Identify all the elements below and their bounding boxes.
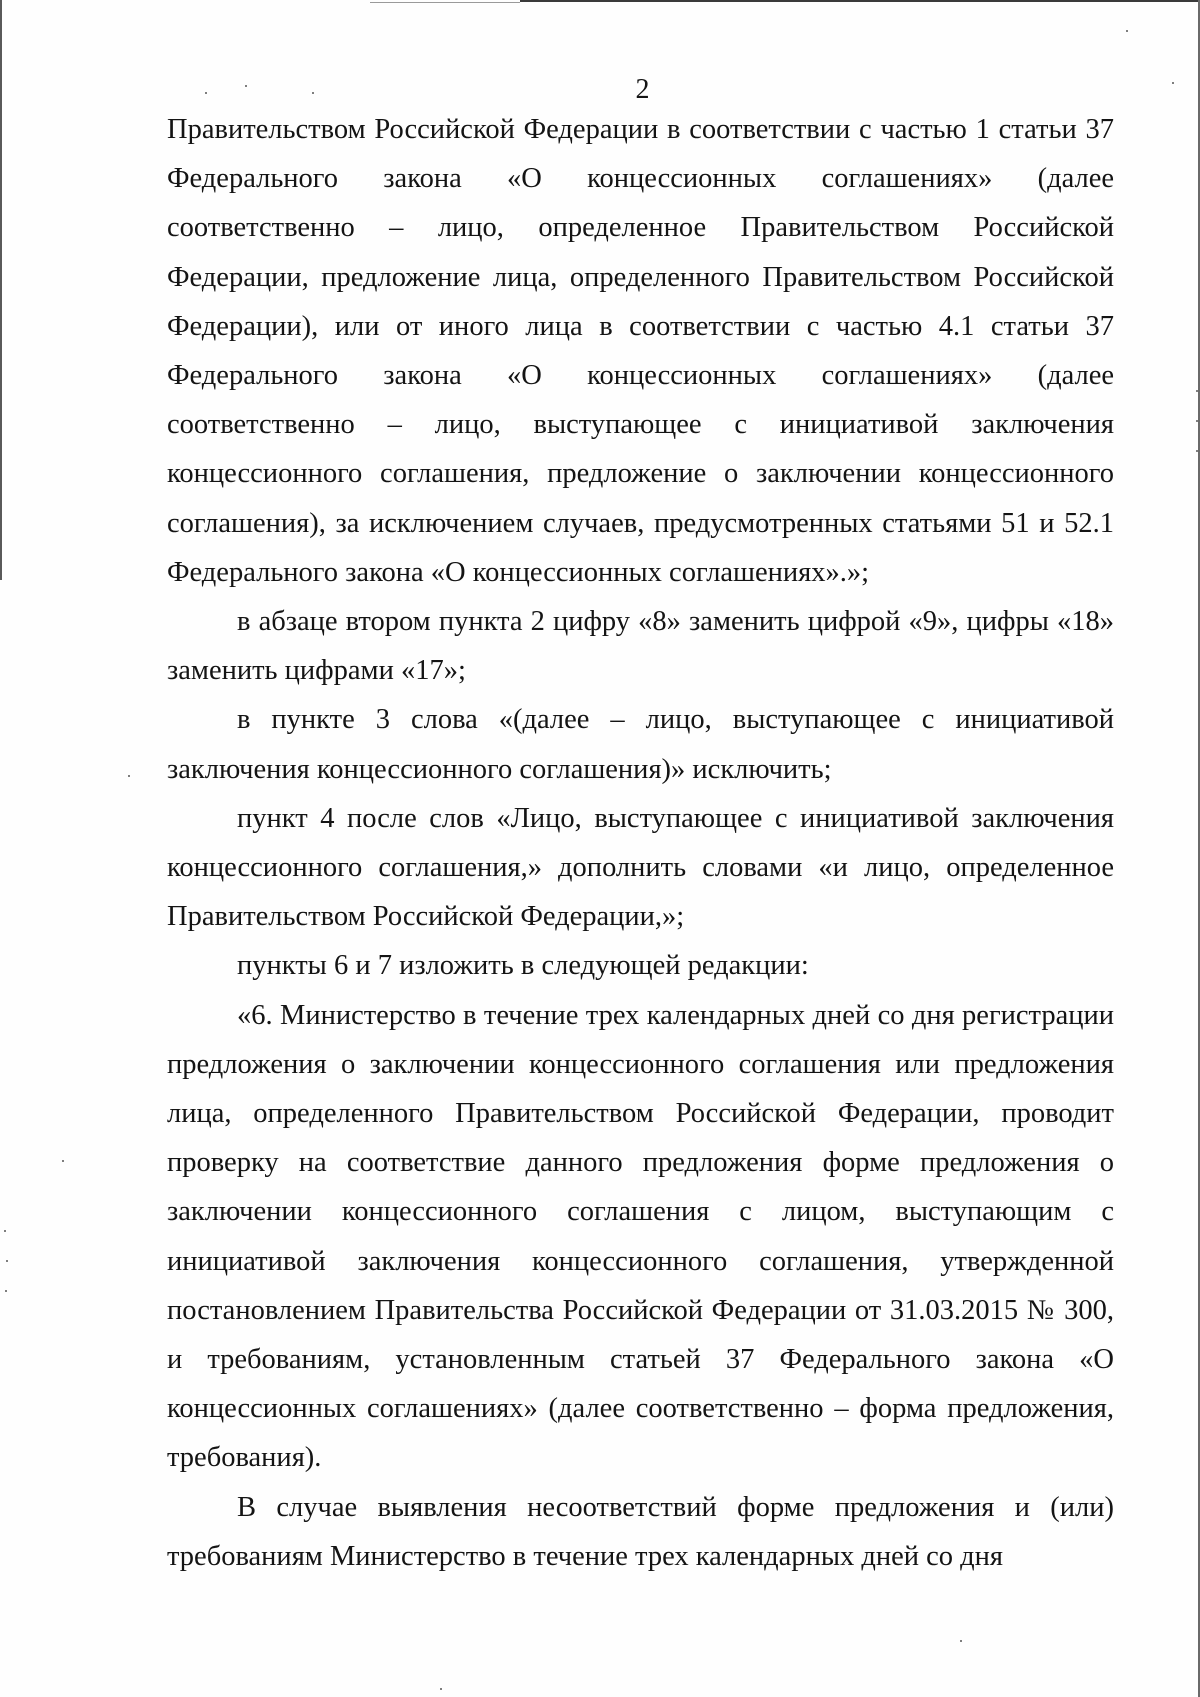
scan-speck xyxy=(128,775,130,777)
scan-speck xyxy=(4,1230,6,1232)
scan-speck xyxy=(5,1290,7,1292)
paragraph: в пункте 3 слова «(далее – лицо, выступающее с инициативой заключения концессионного соглашения)» исключить; xyxy=(167,704,1114,785)
scan-speck xyxy=(1126,30,1128,32)
paragraph: Правительством Российской Федерации в соответствии с частью 1 статьи 37 Федерального закона «О концессионных соглашениях» (далее соответственно – лицо, определенное Правительством Российской Федерации, предложение лица, определенного Правительством Российской Федерации), или от иного лица в соответствии с частью 4.1 статьи 37 Федерального закона «О концессионных соглашениях» (далее соответственно – лицо, выступающее с инициативой заключения концессионного соглашения, предложение о заключении концессионного соглашения), за исключением случаев, предусмотренных статьями 51 и 52.1 Федерального закона «О концессионных соглашениях».»; xyxy=(167,114,1114,588)
document-body xyxy=(167,105,1114,1581)
paragraph: В случае выявления несоответствий форме предложения и (или) требованиям Министерство в течение трех календарных дней со дня xyxy=(167,1491,1114,1572)
scan-speck xyxy=(1196,390,1198,392)
scan-speck xyxy=(960,1640,962,1642)
paragraph: пункт 4 после слов «Лицо, выступающее с инициативой заключения концессионного соглашения,» дополнить словами «и лицо, определенное Правительством Российской Федерации,»; xyxy=(167,802,1114,933)
scan-speck xyxy=(440,1688,442,1690)
paragraph: в абзаце втором пункта 2 цифру «8» заменить цифрой «9», цифры «18» заменить цифрами «17»; xyxy=(167,606,1114,687)
scan-edge-top-faint xyxy=(370,2,520,3)
scan-speck xyxy=(1196,450,1198,452)
paragraph: «6. Министерство в течение трех календарных дней со дня регистрации предложения о заключении концессионного соглашения или предложения лица, определенного Правительством Российской Федерации, проводит проверку на соответствие данного предложения форме предложения о заключении концессионного соглашения с лицом, выступающим с инициативой заключения концессионного соглашения, утвержденной постановлением Правительства Российской Федерации от 31.03.2015 № 300, и требованиям, установленным статьей 37 Федерального закона «О концессионных соглашениях» (далее соответственно – форма предложения, требования). xyxy=(167,999,1114,1474)
scan-edge-top xyxy=(520,0,1200,2)
scan-speck xyxy=(6,1260,8,1262)
scan-speck xyxy=(1196,420,1198,422)
paragraph: пункты 6 и 7 изложить в следующей редакции: xyxy=(237,950,809,982)
page-number: 2 xyxy=(635,74,650,105)
scan-speck xyxy=(62,1160,64,1162)
